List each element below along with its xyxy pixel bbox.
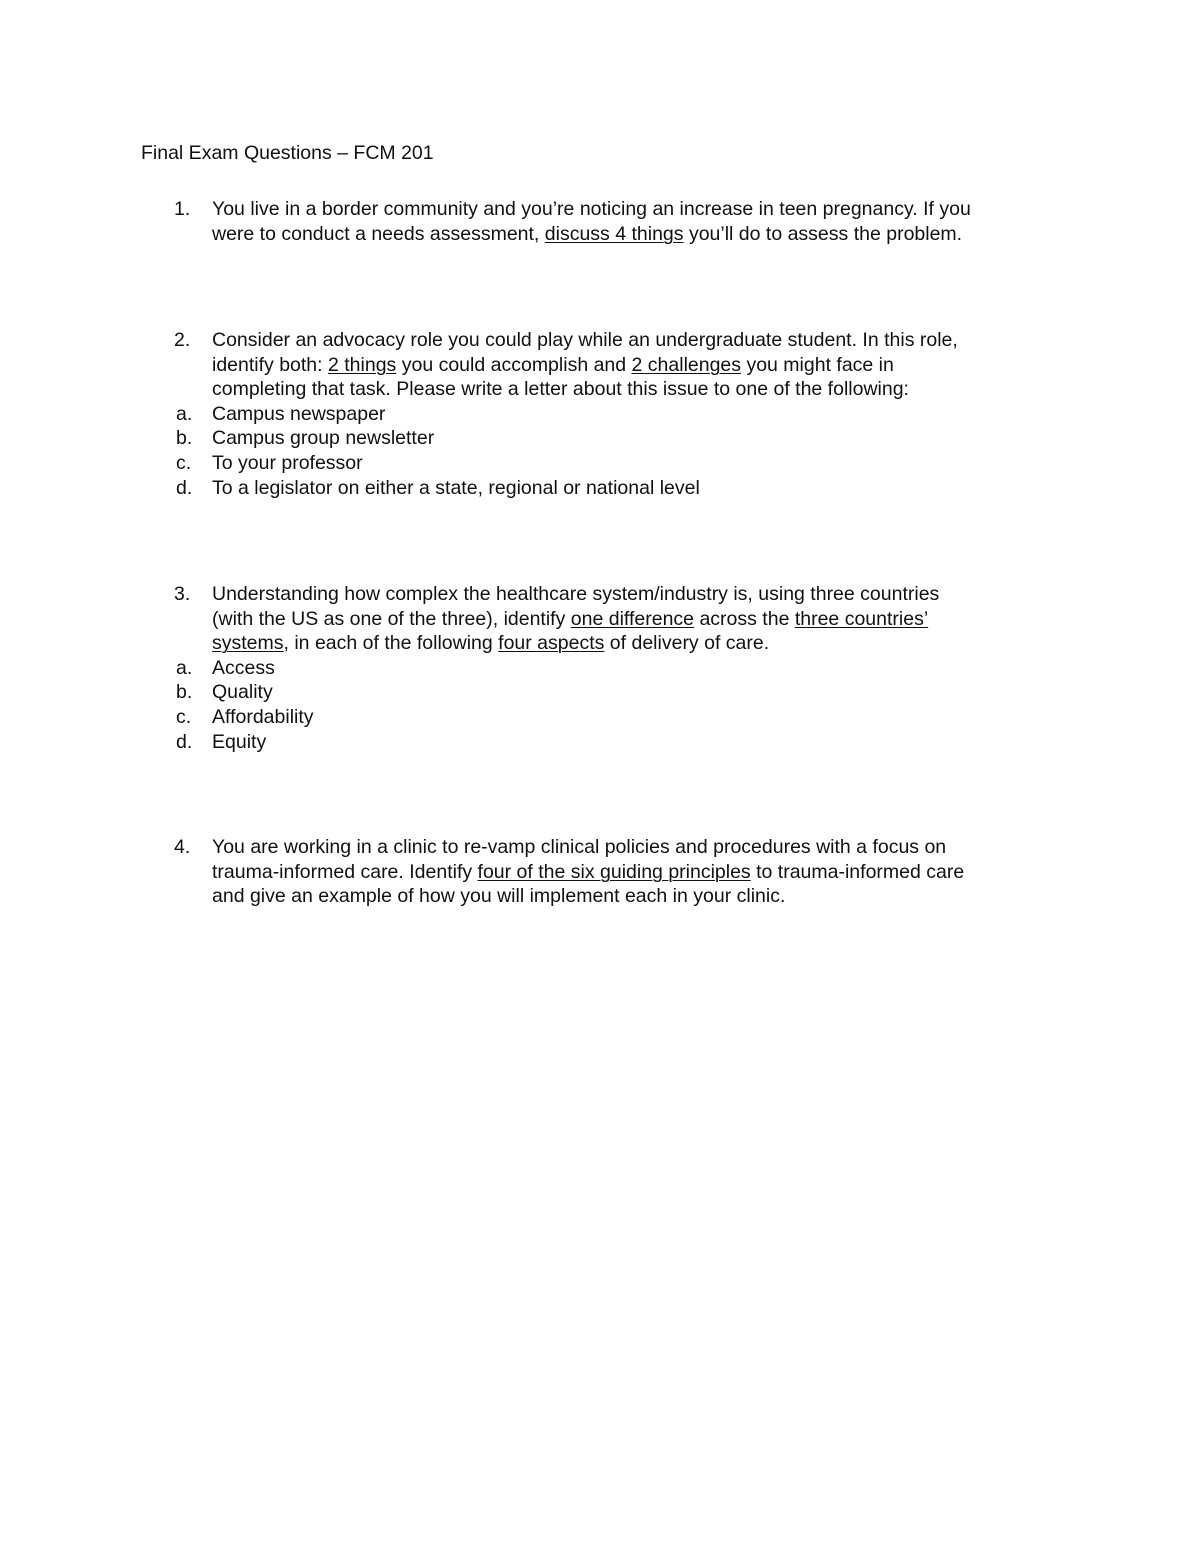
answer-options: [141, 656, 1061, 754]
option-text: Campus newspaper: [212, 402, 386, 425]
answer-option: [141, 656, 1061, 681]
answer-option: [141, 680, 1061, 705]
question-line: [212, 607, 1062, 632]
option-letter: c.: [176, 451, 192, 474]
option-text: Affordability: [212, 705, 314, 728]
question-text-segment: you might face in: [741, 353, 894, 376]
underlined-emphasis: one difference: [570, 607, 695, 630]
option-letter: c.: [176, 705, 192, 728]
answer-option: [141, 705, 1061, 730]
question-text: [212, 835, 1062, 909]
underlined-emphasis: 2 things: [328, 353, 397, 376]
question-line: [212, 835, 1062, 860]
option-text: To your professor: [212, 451, 363, 474]
question-text-segment: and give an example of how you will implement each in your clinic.: [212, 885, 786, 908]
question-line: [212, 582, 1062, 607]
option-text: Equity: [212, 730, 267, 753]
option-text: To a legislator on either a state, regional or national level: [212, 476, 700, 499]
underlined-emphasis: systems: [212, 632, 284, 655]
question-line: [212, 884, 1062, 909]
question-text: [212, 582, 1062, 656]
document-title: Final Exam Questions – FCM 201: [141, 142, 434, 164]
question-number: 4.: [174, 836, 191, 858]
answer-options: [141, 402, 1061, 500]
question-number: 2.: [174, 329, 191, 351]
question-text-segment: You are working in a clinic to re-vamp clinical policies and procedures with a focus on: [212, 836, 947, 858]
underlined-emphasis: four aspects: [498, 632, 605, 655]
option-letter: b.: [176, 681, 193, 704]
question-text-segment: to trauma-informed care: [750, 860, 965, 883]
question-text-segment: were to conduct a needs assessment,: [212, 222, 545, 245]
question-line: [212, 353, 1062, 378]
option-letter: a.: [176, 402, 193, 425]
underlined-emphasis: four of the six guiding principles: [477, 860, 751, 883]
underlined-emphasis: three countries’: [794, 607, 929, 630]
question-text-segment: trauma-informed care. Identify: [212, 860, 478, 883]
underlined-emphasis: discuss 4 things: [544, 222, 684, 245]
question-text-segment: identify both:: [212, 353, 328, 376]
question-text-segment: you could accomplish and: [396, 353, 632, 376]
question-3: [141, 582, 1061, 754]
question-text-segment: (with the US as one of the three), identify: [212, 607, 571, 630]
question-text-segment: you’ll do to assess the problem.: [683, 222, 963, 245]
question-line: [212, 631, 1062, 656]
question-text: [212, 197, 1062, 246]
question-line: [212, 377, 1062, 402]
question-text-segment: Understanding how complex the healthcare system/industry is, using three countries: [212, 583, 940, 605]
option-letter: a.: [176, 656, 193, 679]
answer-option: [141, 730, 1061, 755]
option-letter: d.: [176, 476, 193, 499]
question-line: [212, 222, 1062, 247]
option-text: Campus group newsletter: [212, 427, 435, 450]
question-text-segment: completing that task. Please write a letter about this issue to one of the following:: [212, 378, 909, 401]
option-letter: d.: [176, 730, 193, 753]
question-text: [212, 328, 1062, 402]
underlined-emphasis: 2 challenges: [631, 353, 742, 376]
question-text-segment: Consider an advocacy role you could play while an undergraduate student. In this role,: [212, 329, 958, 351]
question-text-segment: You live in a border community and you’re noticing an increase in teen pregnancy. If you: [212, 198, 971, 220]
option-text: Access: [212, 656, 275, 679]
question-number: 1.: [174, 198, 191, 220]
question-text-segment: across the: [694, 607, 795, 630]
question-line: [212, 328, 1062, 353]
answer-option: [141, 426, 1061, 451]
question-1: [141, 197, 1061, 246]
answer-option: [141, 451, 1061, 476]
answer-option: [141, 476, 1061, 501]
question-line: [212, 197, 1062, 222]
option-text: Quality: [212, 681, 273, 704]
answer-option: [141, 402, 1061, 427]
question-line: [212, 860, 1062, 885]
question-4: [141, 835, 1061, 909]
question-text-segment: , in each of the following: [283, 632, 499, 655]
question-2: [141, 328, 1061, 500]
option-letter: b.: [176, 427, 193, 450]
question-text-segment: of delivery of care.: [604, 632, 770, 655]
question-number: 3.: [174, 583, 191, 605]
